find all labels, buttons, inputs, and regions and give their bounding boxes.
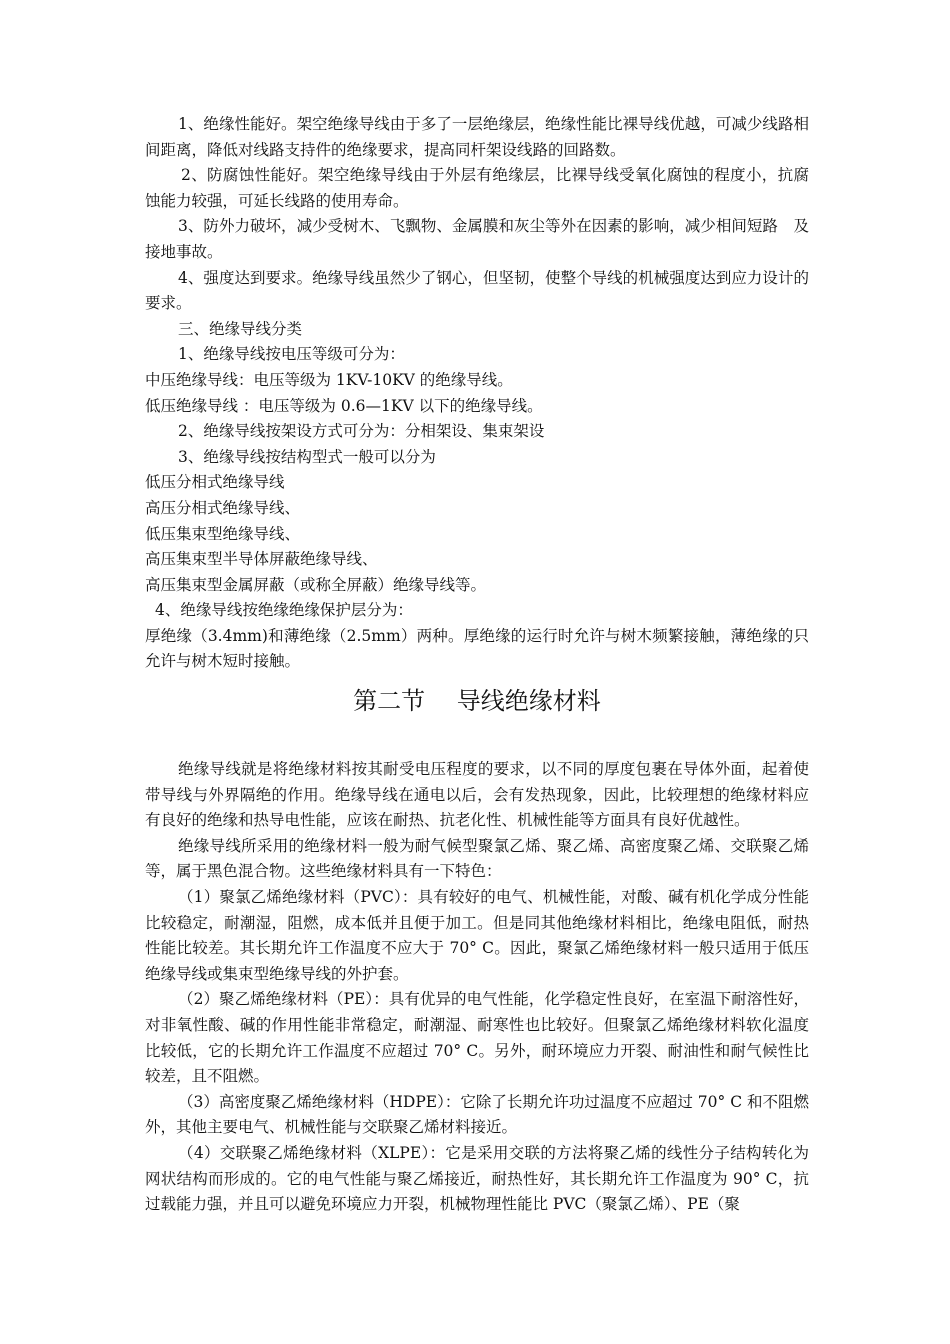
paragraph: （2）聚乙烯绝缘材料（PE）：具有优异的电气性能，化学稳定性良好，在室温下耐溶性好，对非氧性酸、碱的作用性能非常稳定，耐潮湿、耐寒性也比较好。但聚氯乙烯绝缘材料软化温度比较低，它的长期允许工作温度不应超过 70° C。另外，耐环境应力开裂、耐油性和耐气候性比较差，且不阻燃。: [145, 990, 809, 1086]
paragraph: 厚绝缘（3.4mm)和薄绝缘（2.5mm）两种。厚绝缘的运行时允许与树木频繁接触，薄绝缘的只允许与树木短时接触。: [145, 626, 809, 671]
paragraph: 1、绝缘导线按电压等级可分为：: [178, 345, 405, 364]
list-item: 高压集束型金属屏蔽（或称全屏蔽）绝缘导线等。: [145, 575, 487, 594]
paragraph: 2、防腐蚀性能好。架空绝缘导线由于外层有绝缘层，比裸导线受氧化腐蚀的程度小，抗腐蚀能力较强，可延长线路的使用寿命。: [145, 166, 809, 210]
paragraph: 1、绝缘性能好。架空绝缘导线由于多了一层绝缘层，绝缘性能比裸导线优越，可减少线路相间距离，降低对线路支持件的绝缘要求，提高同杆架设线路的回路数。: [145, 115, 809, 159]
paragraph: 绝缘导线所采用的绝缘材料一般为耐气候型聚氯乙烯、聚乙烯、高密度聚乙烯、交联聚乙烯等，属于黑色混合物。这些绝缘材料具有一下特色：: [145, 836, 809, 881]
paragraph: （3）高密度聚乙烯绝缘材料（HDPE）：它除了长期允许功过温度不应超过 70° C 和不阻燃外，其他主要电气、机械性能与交联聚乙烯材料接近。: [145, 1092, 809, 1137]
paragraph: 4、绝缘导线按绝缘绝缘保护层分为：: [155, 601, 413, 620]
paragraph: 中压绝缘导线：电压等级为 1KV-10KV 的绝缘导线。: [145, 370, 513, 389]
paragraph: 低压绝缘导线 ：电压等级为 0.6—1KV 以下的绝缘导线。: [145, 396, 543, 415]
paragraph: 2、绝缘导线按架设方式可分为：分相架设、集束架设: [178, 422, 545, 441]
paragraph: 3、绝缘导线按结构型式一般可以分为: [178, 447, 436, 466]
paragraph: 4、强度达到要求。绝缘导线虽然少了钢心，但坚韧，使整个导线的机械强度达到应力设计的要求。: [145, 268, 809, 313]
paragraph: （1）聚氯乙烯绝缘材料（PVC）：具有较好的电气、机械性能，对酸、碱有机化学成分性能比较稳定，耐潮湿，阻燃，成本低并且便于加工。但是同其他绝缘材料相比，绝缘电阻低，耐热性能比较差。其长期允许工作温度不应大于 70° C。因此，聚氯乙烯绝缘材料一般只适用于低压绝缘导线或集束型绝缘导线的外护套。: [145, 887, 809, 983]
list-item: 低压分相式绝缘导线: [145, 473, 285, 492]
section2-body: [145, 757, 809, 1218]
list-item: 高压集束型半导体屏蔽绝缘导线、: [145, 550, 378, 569]
section-subheading: 三、绝缘导线分类: [178, 319, 303, 338]
paragraph: 绝缘导线就是将绝缘材料按其耐受电压程度的要求，以不同的厚度包裹在导体外面，起着使带导线与外界隔绝的作用。绝缘导线在通电以后，会有发热现象，因此，比较理想的绝缘材料应有良好的绝缘和热导电性能，应该在耐热、抗老化性、机械性能等方面具有良好优越性。: [145, 760, 809, 830]
list-item: 低压集束型绝缘导线、: [145, 524, 301, 543]
paragraph: （4）交联聚乙烯绝缘材料（XLPE）：它是采用交联的方法将聚乙烯的线性分子结构转化为网状结构而形成的。它的电气性能与聚乙烯接近，耐热性好，其长期允许工作温度为 90° C，抗过载能力强，并且可以避免环境应力开裂，机械物理性能比 PVC（聚氯乙烯）、PE（聚: [145, 1143, 809, 1214]
paragraph: 3、防外力破坏，减少受树木、飞飘物、金属膜和灰尘等外在因素的影响，减少相间短路 及接地事故。: [145, 217, 809, 261]
list-item: 高压分相式绝缘导线、: [145, 498, 301, 517]
section1-body: [145, 112, 809, 675]
section-title: 第二节 导线绝缘材料: [353, 687, 601, 715]
